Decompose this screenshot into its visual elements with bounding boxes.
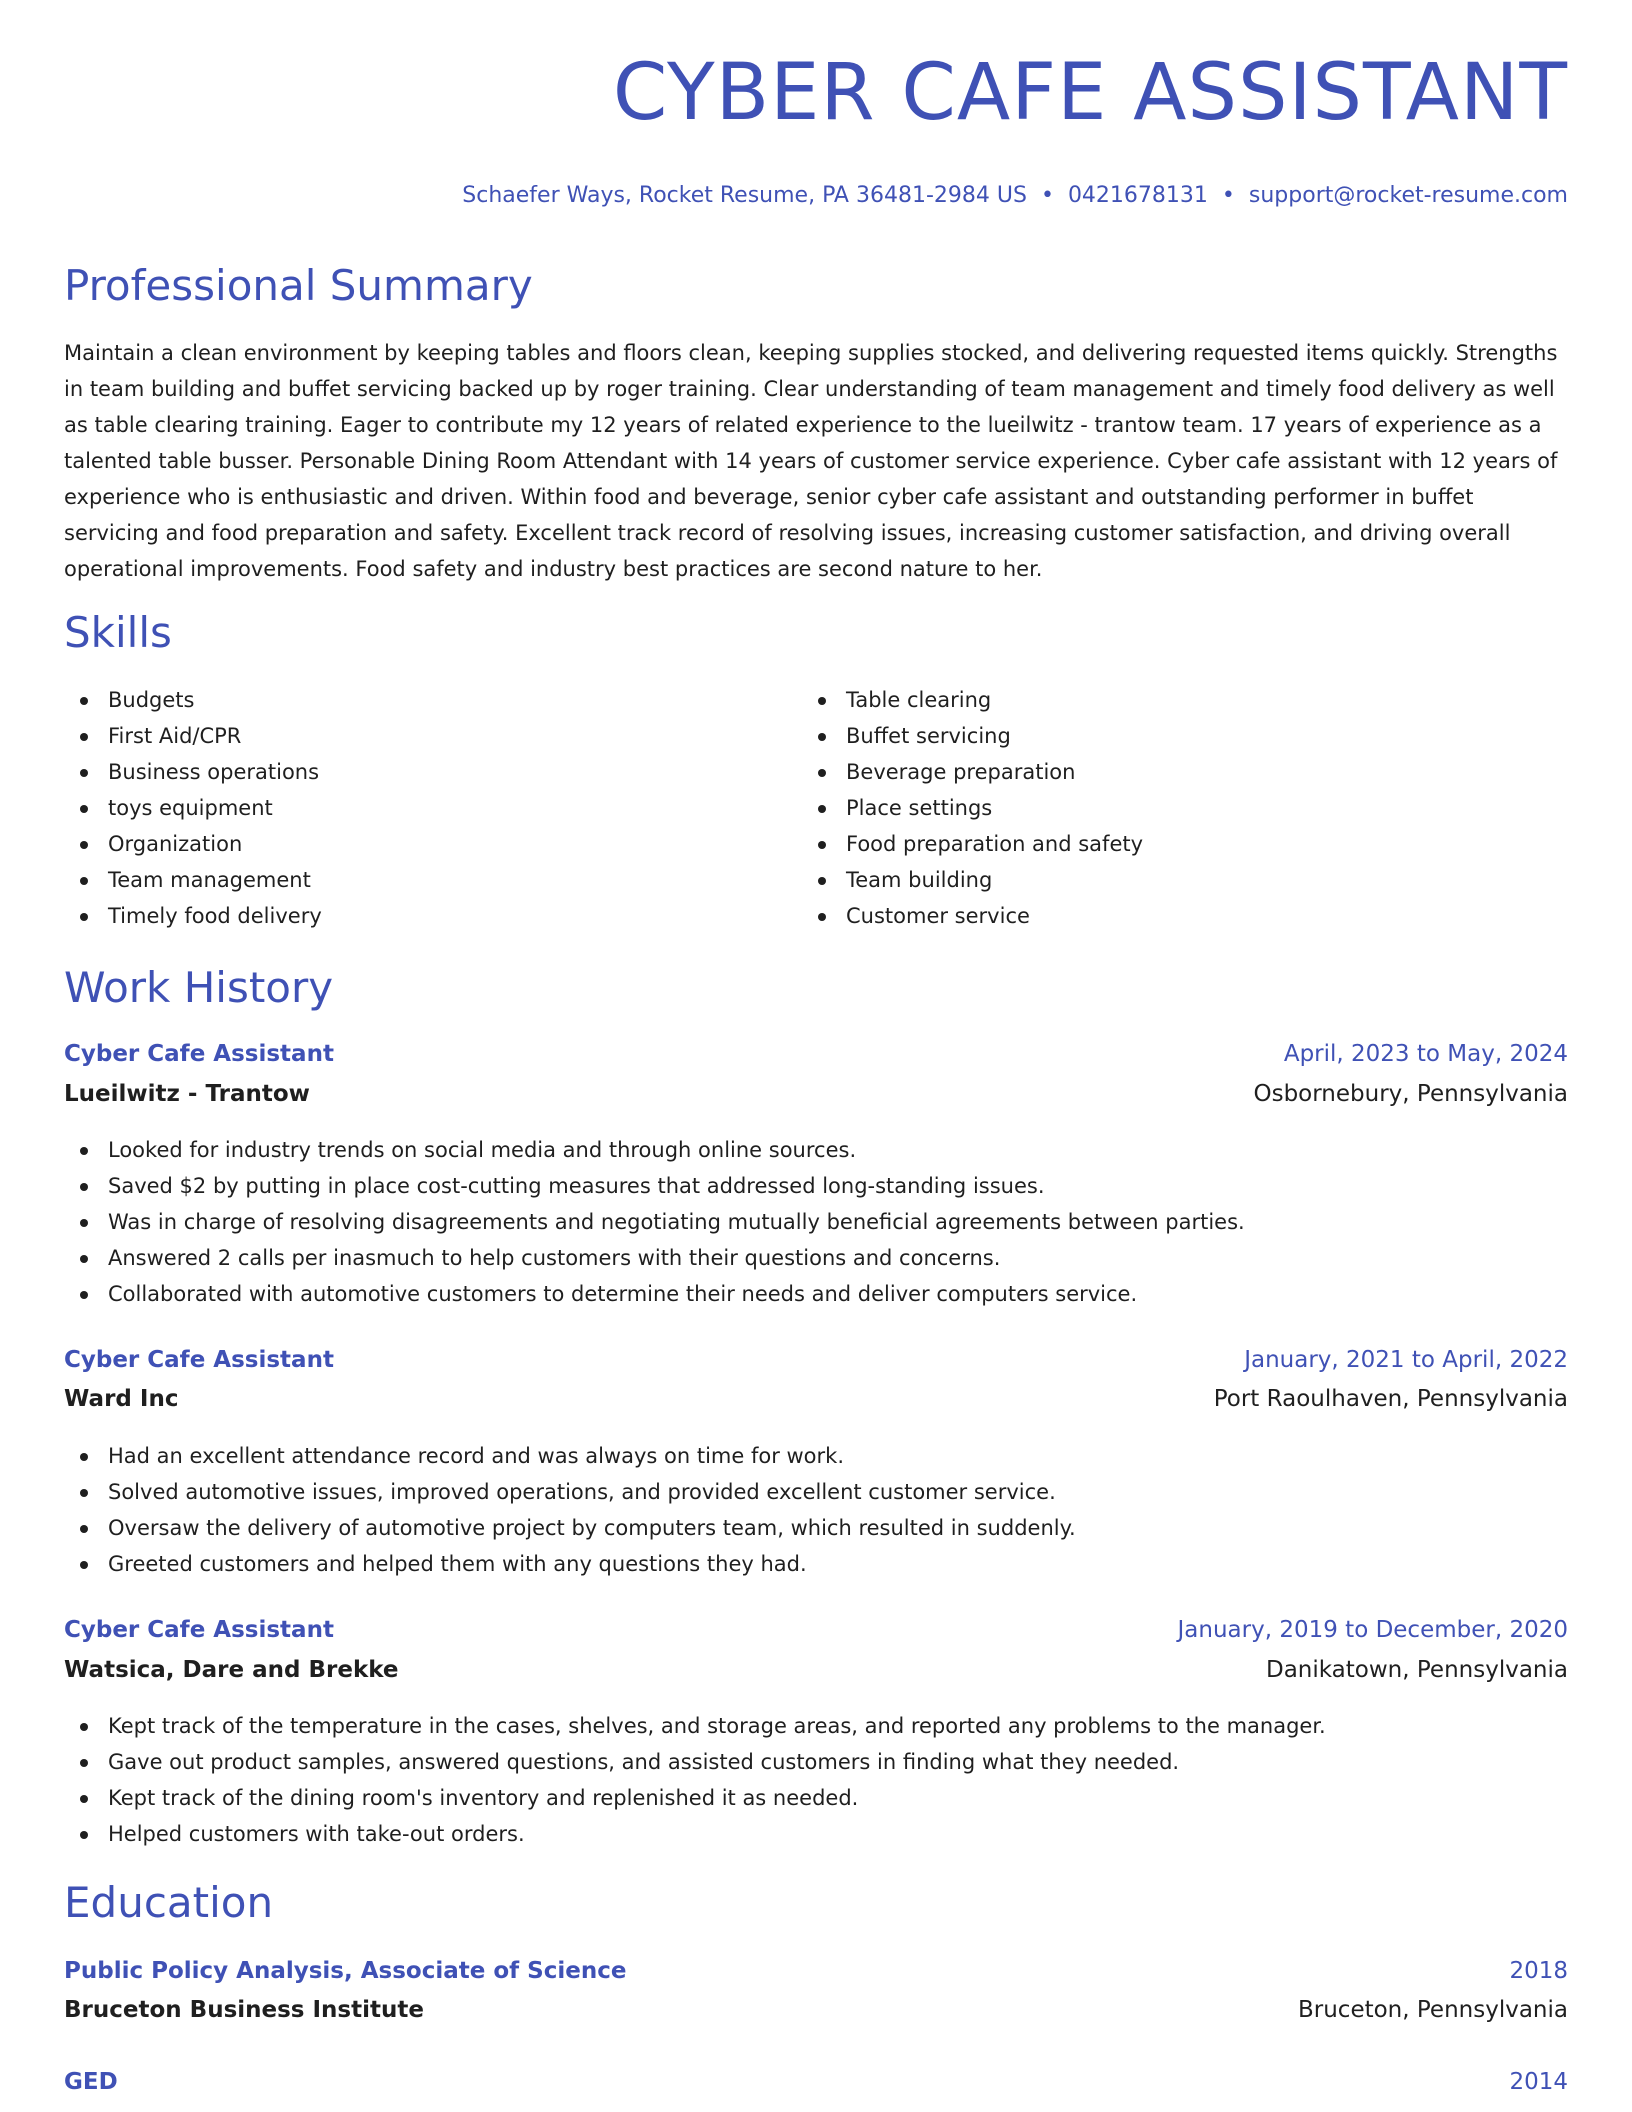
duty-item: Answered 2 calls per inasmuch to help customers with their questions and concerns. [64,1240,1568,1276]
skill-item: toys equipment [64,790,764,826]
skill-item: First Aid/CPR [64,718,764,754]
skill-item: Budgets [64,682,764,718]
education-header [64,1958,1568,1990]
job-employer-row [64,1386,1568,1418]
skill-item: Business operations [64,754,764,790]
skill-item: Team management [64,862,764,898]
job-location: Osbornebury, Pennsylvania [1253,1081,1568,1107]
job-title: Cyber Cafe Assistant [64,1347,334,1373]
email: support@rocket-resume.com [1248,183,1568,208]
skill-item: Customer service [802,898,1502,934]
job-employer-row [64,1081,1568,1113]
duty-item: Greeted customers and helped them with any questions they had. [64,1546,1568,1582]
skill-item: Organization [64,826,764,862]
candidate-name: CYBER CAFE ASSISTANT [612,48,1568,138]
separator-dot: • [1040,183,1054,208]
education-heading: Education [64,1878,274,1927]
job-duties [64,1708,1568,1852]
skill-item: Table clearing [802,682,1502,718]
school-location: Bruceton, Pennsylvania [1297,1997,1568,2023]
job-header [64,1041,1568,1073]
skill-item: Timely food delivery [64,898,764,934]
job-dates: January, 2019 to December, 2020 [1177,1617,1568,1643]
job-duties [64,1132,1568,1312]
job-header [64,1347,1568,1379]
duty-item: Solved automotive issues, improved operations, and provided excellent customer service. [64,1474,1568,1510]
skills-list-left [64,682,764,934]
job-title: Cyber Cafe Assistant [64,1617,334,1643]
phone: 0421678131 [1067,183,1208,208]
skill-item: Place settings [802,790,1502,826]
duty-item: Was in charge of resolving disagreements and negotiating mutually beneficial agreements between parties. [64,1204,1568,1240]
skills-heading: Skills [64,608,172,657]
employer: Lueilwitz - Trantow [64,1081,310,1107]
employer: Watsica, Dare and Brekke [64,1657,399,1683]
duty-item: Looked for industry trends on social media and through online sources. [64,1132,1568,1168]
skill-item: Team building [802,862,1502,898]
job-title: Cyber Cafe Assistant [64,1041,334,1067]
job-dates: April, 2023 to May, 2024 [1283,1041,1568,1067]
skills-list-right [802,682,1502,934]
separator-dot: • [1221,183,1235,208]
education-school-row [64,1997,1568,2029]
duty-item: Had an excellent attendance record and was always on time for work. [64,1438,1568,1474]
summary-text: Maintain a clean environment by keeping tables and floors clean, keeping supplies stocked, and delivering requested items quickly. Strengths in team building and buffet servicing backed up by roger training. Clear understanding of team management and timely food delivery as well as table clearing training. Eager to contribute my 12 years of related experience to the lueilwitz - trantow team. 17 years of experience as a talented table busser. Personable Dining Room Attendant with 14 years of customer service experience. Cyber cafe assistant with 12 years of experience who is enthusiastic and driven. Within food and beverage, senior cyber cafe assistant and outstanding performer in buffet servicing and food preparation and safety. Excellent track record of resolving issues, increasing customer satisfaction, and driving overall operational improvements. Food safety and industry best practices are second nature to her. [64,341,1558,581]
job-duties [64,1438,1568,1582]
education-header [64,2069,1568,2101]
address: Schaefer Ways, Rocket Resume, PA 36481-2984 US [462,183,1027,208]
contact-line [462,183,1568,208]
job-dates: January, 2021 to April, 2022 [1244,1347,1568,1373]
graduation-year: 2014 [1509,2069,1568,2095]
graduation-year: 2018 [1509,1958,1568,1984]
job-header [64,1617,1568,1649]
degree: GED [64,2069,118,2095]
duty-item: Gave out product samples, answered questions, and assisted customers in finding what they needed. [64,1744,1568,1780]
degree: Public Policy Analysis, Associate of Science [64,1958,627,1984]
work-history-heading: Work History [64,963,334,1012]
skill-item: Buffet servicing [802,718,1502,754]
duty-item: Collaborated with automotive customers to determine their needs and deliver computers service. [64,1276,1568,1312]
job-location: Danikatown, Pennsylvania [1266,1657,1568,1683]
job-employer-row [64,1657,1568,1689]
school: Bruceton Business Institute [64,1997,424,2023]
duty-item: Saved $2 by putting in place cost-cutting measures that addressed long-standing issues. [64,1168,1568,1204]
summary-heading: Professional Summary [64,261,533,310]
duty-item: Oversaw the delivery of automotive project by computers team, which resulted in suddenly. [64,1510,1568,1546]
duty-item: Kept track of the dining room's inventory and replenished it as needed. [64,1780,1568,1816]
skill-item: Beverage preparation [802,754,1502,790]
skill-item: Food preparation and safety [802,826,1502,862]
employer: Ward Inc [64,1386,179,1412]
duty-item: Helped customers with take-out orders. [64,1816,1568,1852]
job-location: Port Raoulhaven, Pennsylvania [1213,1386,1568,1412]
duty-item: Kept track of the temperature in the cases, shelves, and storage areas, and reported any problems to the manager. [64,1708,1568,1744]
